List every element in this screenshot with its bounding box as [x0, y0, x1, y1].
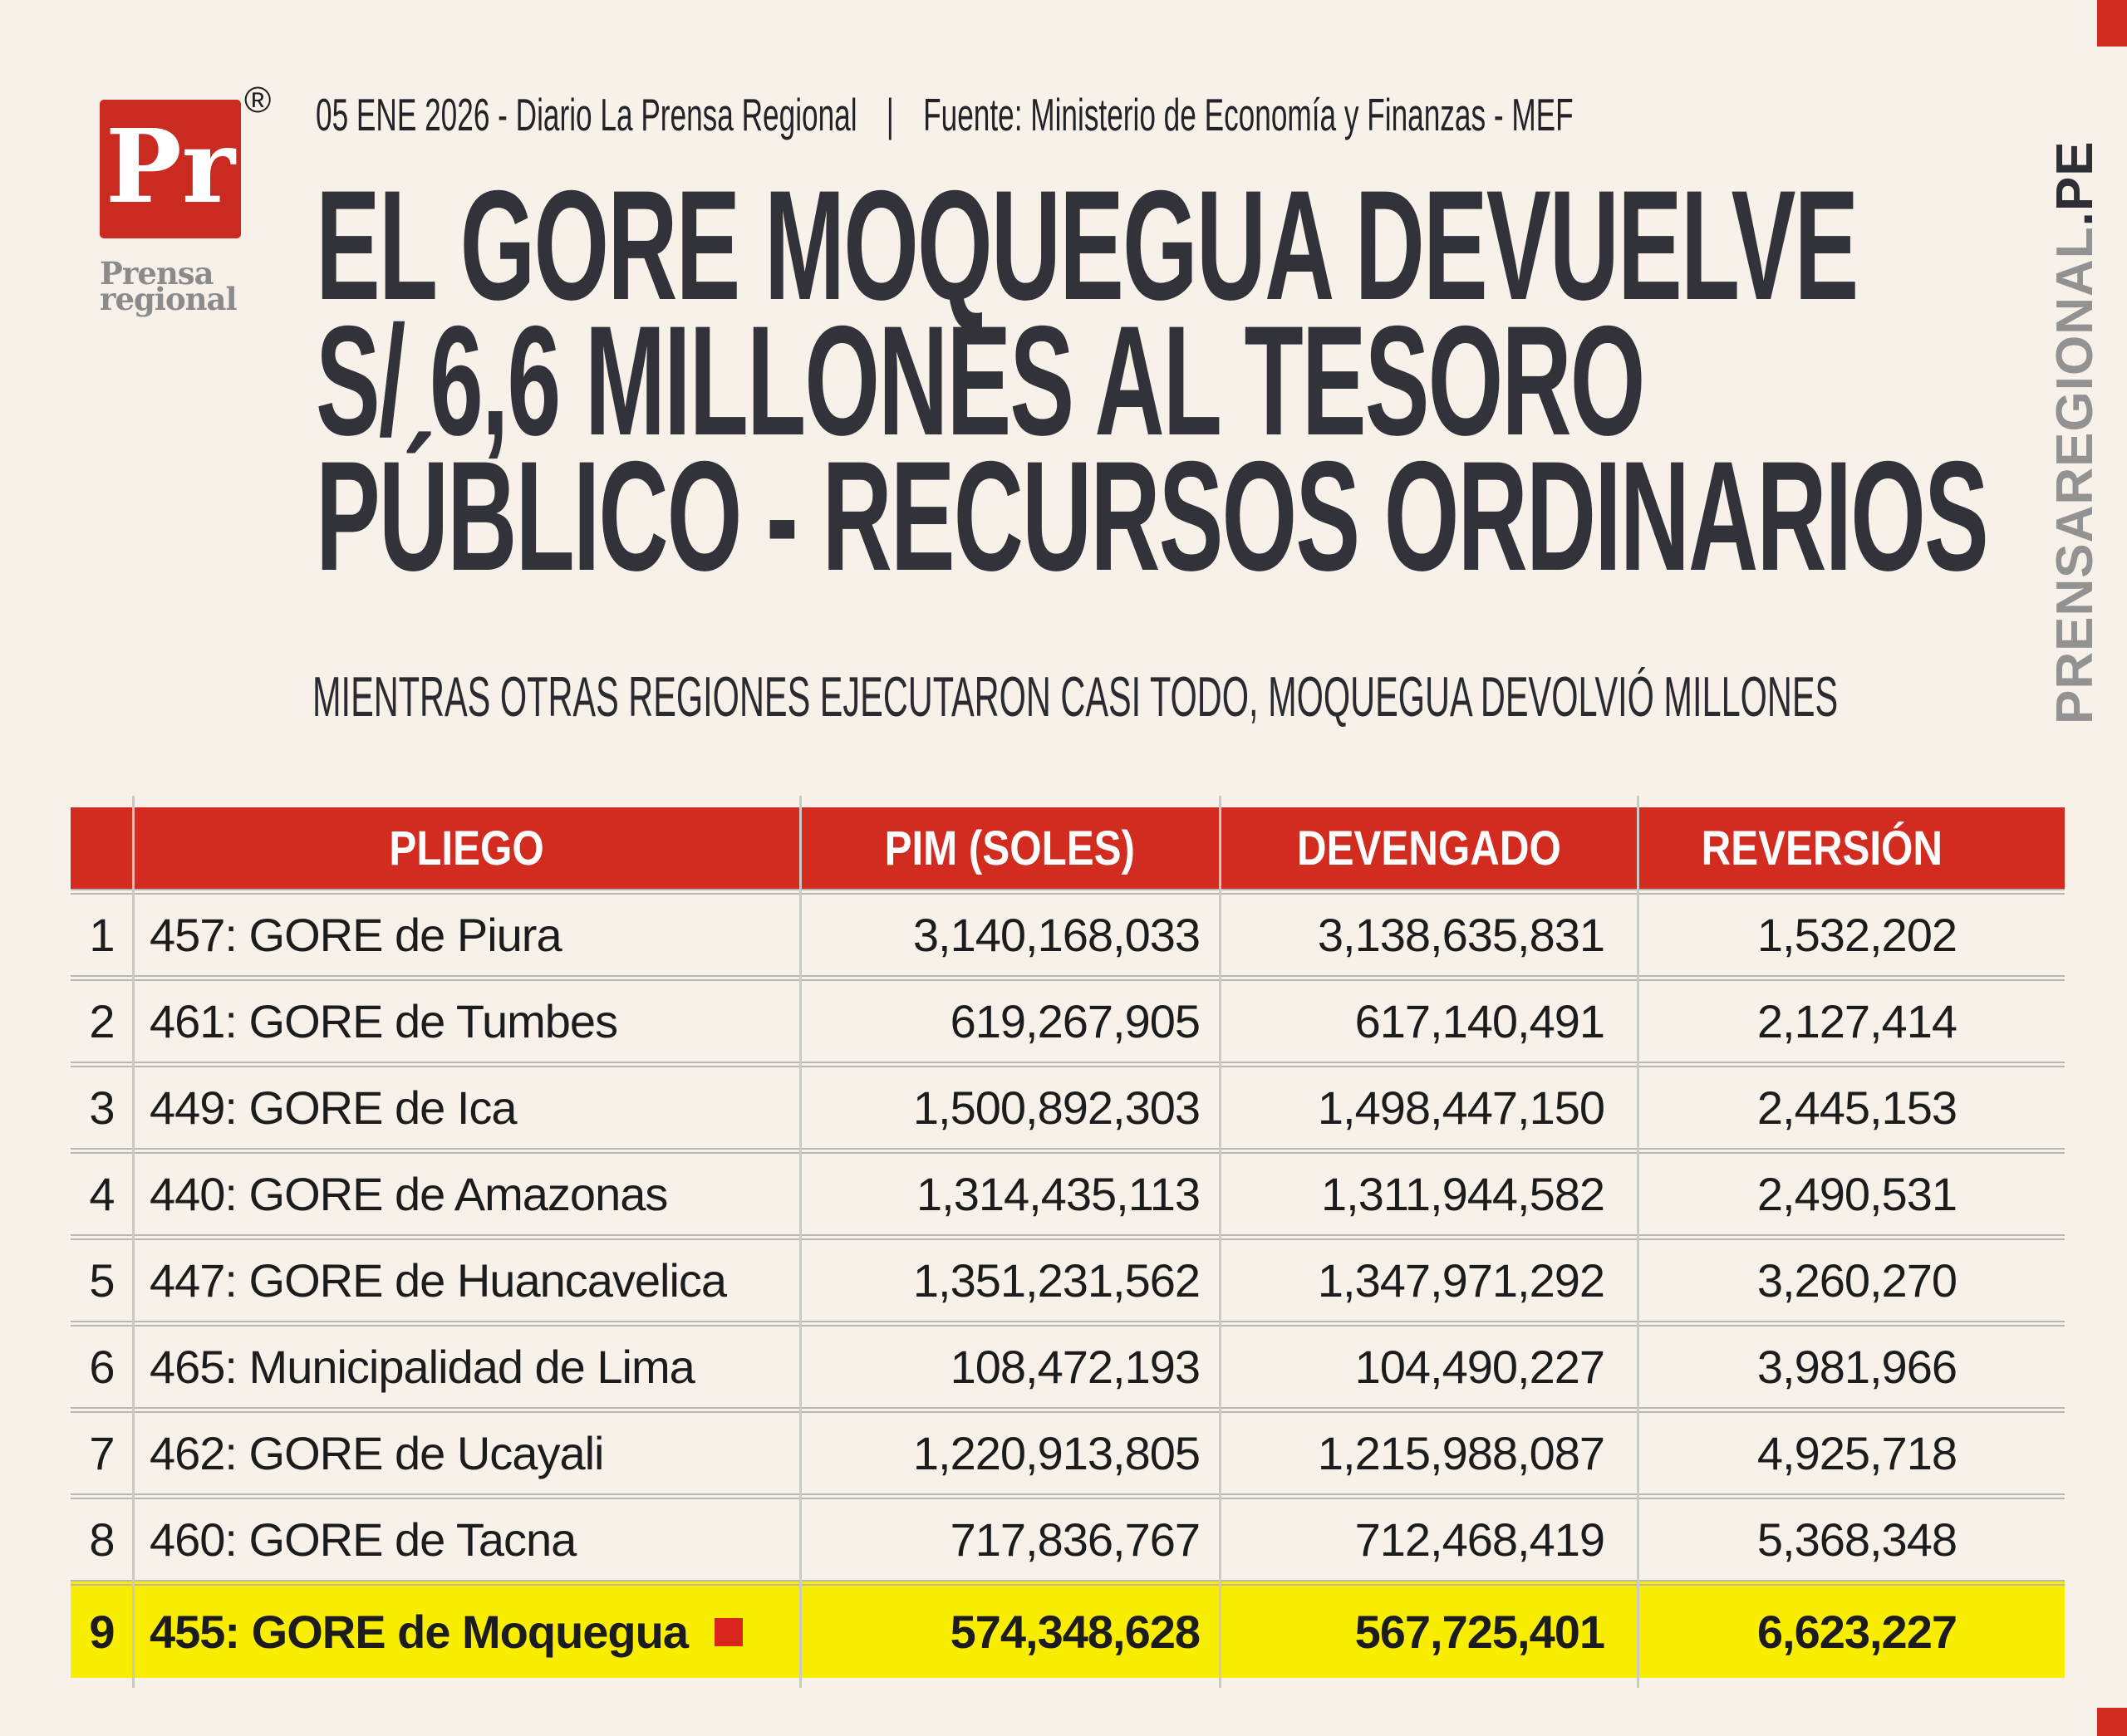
row-pliego: 462: GORE de Ucayali [150, 1427, 604, 1479]
row-reversion: 4,925,718 [1756, 1427, 1957, 1479]
header-pliego: PLIEGO [389, 821, 544, 875]
row-pim: 108,472,193 [950, 1341, 1200, 1393]
row-pim: 619,267,905 [950, 995, 1200, 1047]
table-row [71, 1493, 2065, 1580]
row-pliego: 455: GORE de Moquegua [133, 1605, 800, 1659]
row-pim: 717,836,767 [950, 1513, 1200, 1566]
row-reversion: 3,260,270 [1756, 1254, 1957, 1307]
table-row-moquegua-highlight [71, 1580, 2065, 1678]
site-name: PRENSAREGIONAL [2046, 226, 2104, 724]
row-pliego: 460: GORE de Tacna [150, 1513, 577, 1566]
corner-accent-top-right [2097, 0, 2127, 47]
site-tld: .PE [2046, 140, 2104, 227]
row-number: 2 [89, 995, 115, 1047]
row-number: 6 [89, 1341, 115, 1393]
table-gridline [799, 796, 802, 1688]
row-number: 1 [89, 909, 115, 961]
table-gridline [132, 796, 135, 1688]
row-pim: 1,500,892,303 [912, 1081, 1200, 1134]
row-pim: 3,140,168,033 [912, 909, 1200, 961]
header-number-column [71, 807, 133, 889]
header-reversion: REVERSIÓN [1701, 821, 1943, 875]
table-gridline [1219, 796, 1221, 1688]
row-devengado: 1,311,944,582 [1321, 1168, 1604, 1220]
header-devengado: DEVENGADO [1296, 821, 1561, 875]
subheadline: MIENTRAS OTRAS REGIONES EJECUTARON CASI TODO, MOQUEGUA DEVOLVIÓ MILLONES [312, 665, 1839, 728]
row-pim: 1,314,435,113 [916, 1168, 1200, 1220]
logo-wordmark-line1: Prensa [100, 255, 214, 292]
row-pim: 574,348,628 [950, 1606, 1200, 1658]
highlight-marker-icon [715, 1618, 743, 1646]
headline-line1: EL GORE MOQUEGUA DEVUELVE [316, 158, 1858, 332]
row-pim: 1,220,913,805 [912, 1427, 1200, 1479]
table-row [71, 1148, 2065, 1234]
row-pliego: 447: GORE de Huancavelica [150, 1254, 727, 1307]
budget-table [71, 807, 2065, 1678]
row-reversion: 1,532,202 [1756, 909, 1957, 961]
table-gridline [1637, 796, 1639, 1688]
table-row [71, 1407, 2065, 1493]
row-devengado: 3,138,635,831 [1317, 909, 1604, 961]
table-row [71, 975, 2065, 1062]
logo-monogram: Pr [105, 105, 235, 226]
registered-trademark-icon: ® [244, 80, 272, 120]
masthead [316, 88, 2127, 141]
logo-wordmark [100, 255, 237, 317]
row-number: 8 [89, 1513, 115, 1566]
row-pliego: 440: GORE de Amazonas [150, 1168, 668, 1220]
table-row [71, 1321, 2065, 1407]
row-pliego: 449: GORE de Ica [150, 1081, 517, 1134]
logo-wordmark-line2: regional [100, 281, 237, 317]
row-number: 5 [89, 1254, 115, 1307]
row-number: 7 [89, 1427, 115, 1479]
row-devengado: 617,140,491 [1354, 995, 1604, 1047]
headline-line2: S/ 6,6 MILLONES AL TESORO [316, 293, 1644, 468]
row-reversion: 5,368,348 [1756, 1513, 1957, 1566]
site-banner-vertical [2046, 50, 2105, 724]
table-row [71, 1234, 2065, 1321]
header-pim: PIM (SOLES) [884, 821, 1136, 875]
table-row [71, 889, 2065, 975]
headline [316, 158, 2127, 603]
row-devengado: 1,215,988,087 [1317, 1427, 1604, 1479]
row-pliego: 457: GORE de Piura [150, 909, 562, 961]
row-devengado: 567,725,401 [1354, 1606, 1604, 1658]
row-reversion: 2,490,531 [1756, 1168, 1957, 1220]
source-credit: Fuente: Ministerio de Economía y Finanzas - MEF [923, 89, 1574, 140]
corner-accent-bottom-right [2097, 1708, 2127, 1736]
row-number: 3 [89, 1081, 115, 1134]
row-number: 9 [89, 1606, 115, 1658]
masthead-divider: | [886, 89, 894, 140]
row-pliego: 465: Municipalidad de Lima [150, 1341, 695, 1393]
row-devengado: 1,347,971,292 [1317, 1254, 1604, 1307]
row-reversion: 2,127,414 [1756, 995, 1957, 1047]
row-reversion: 3,981,966 [1756, 1341, 1957, 1393]
table-header-row [71, 807, 2065, 889]
row-devengado: 1,498,447,150 [1317, 1081, 1604, 1134]
table-row [71, 1062, 2065, 1148]
masthead-line [316, 88, 1574, 141]
row-number: 4 [89, 1168, 115, 1220]
row-pim: 1,351,231,562 [912, 1254, 1200, 1307]
row-devengado: 104,490,227 [1354, 1341, 1604, 1393]
prensa-regional-logo [100, 100, 241, 238]
dateline: 05 ENE 2026 - Diario La Prensa Regional [316, 89, 857, 140]
row-pliego: 461: GORE de Tumbes [150, 995, 618, 1047]
row-reversion: 2,445,153 [1756, 1081, 1957, 1134]
row-devengado: 712,468,419 [1354, 1513, 1604, 1566]
row-reversion: 6,623,227 [1756, 1606, 1957, 1658]
headline-line3: PÚBLICO - RECURSOS ORDINARIOS [316, 429, 1987, 603]
